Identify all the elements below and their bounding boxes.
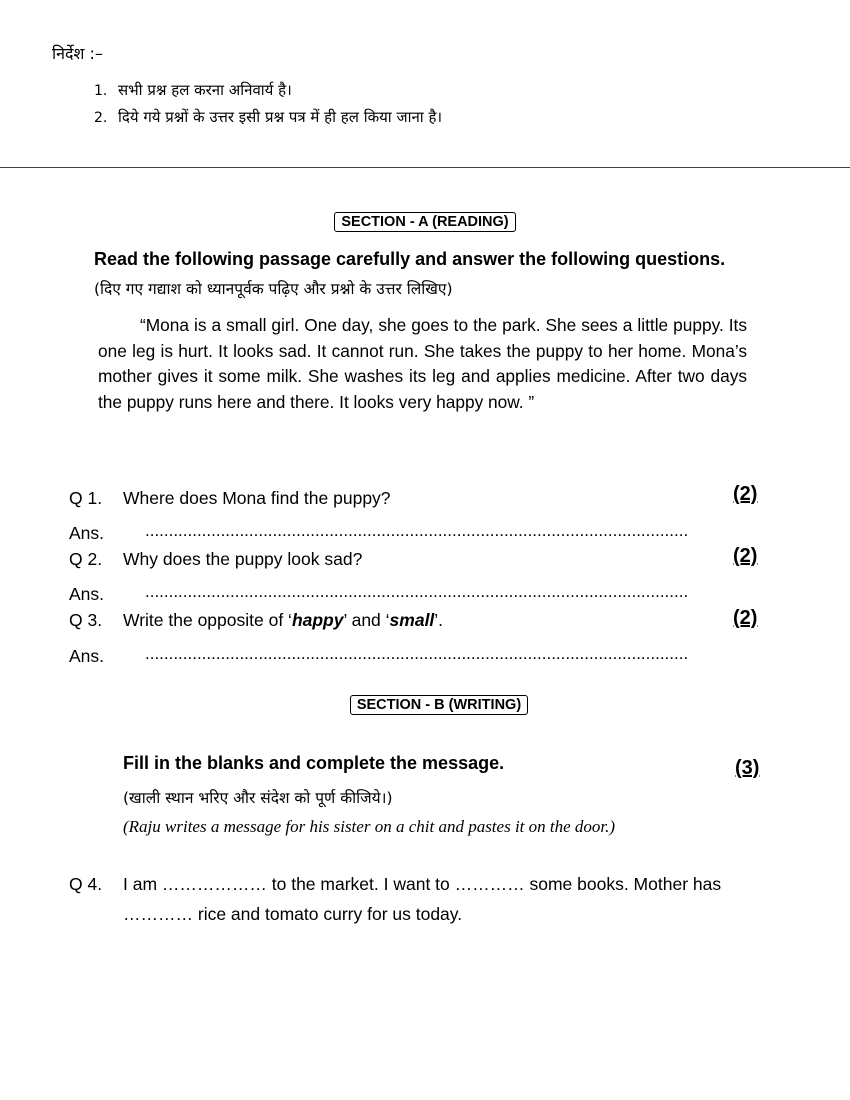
instruction-text: दिये गये प्रश्नों के उत्तर इसी प्रश्न पत्र में ही हल किया जाना है।	[118, 108, 443, 126]
reading-instruction-hindi: (दिए गए गद्याश को ध्यानपूर्वक पढ़िए और प्रश्नो के उत्तर लिखिए)	[94, 280, 453, 298]
header-divider	[0, 167, 850, 168]
writing-note: (Raju writes a message for his sister on a chit and pastes it on the door.)	[123, 817, 616, 836]
answer-line[interactable]: ...................................................................................................................	[145, 521, 689, 540]
answer-label: Ans.	[69, 646, 105, 666]
writing-marks: (3)	[735, 757, 760, 779]
reading-passage	[98, 313, 747, 415]
instruction-number: 1.	[94, 83, 108, 99]
instruction-number: 2.	[94, 110, 108, 126]
section-b-title: SECTION - B (WRITING)	[350, 695, 528, 715]
writing-instruction-hindi: (खाली स्थान भरिए और संदेश को पूर्ण कीजिये।)	[123, 789, 393, 807]
question-marks: (2)	[733, 483, 758, 505]
section-b-heading	[0, 696, 850, 714]
answer-line[interactable]: ...................................................................................................................	[145, 582, 689, 601]
question-label: Q 1.	[69, 488, 103, 508]
question-marks: (2)	[733, 607, 758, 629]
question-text: Where does Mona find the puppy?	[123, 488, 391, 508]
question-text: Why does the puppy look sad?	[123, 549, 363, 569]
section-a-heading	[0, 213, 850, 231]
writing-instruction: Fill in the blanks and complete the message.	[123, 753, 505, 773]
question-text	[123, 610, 443, 631]
word-happy: happy	[291, 610, 344, 630]
fill-blank-line: I am ……………… to the market. I want to ………… some books. Mother has	[123, 874, 722, 894]
question-text-prefix: Write the opposite of ‘	[123, 610, 292, 630]
answer-label: Ans.	[69, 584, 105, 604]
passage-text: “Mona is a small girl. One day, she goes to the park. She sees a little puppy. Its one leg is hurt. It looks sad. It cannot run. She takes the puppy to her home. Mona’s mother gives it some milk. She washes its leg and applies medicine. After two days the puppy runs here and there. It looks very happy now. ”	[98, 315, 747, 412]
question-label: Q 2.	[69, 549, 103, 569]
fill-blank-line: ………… rice and tomato curry for us today.	[123, 904, 463, 924]
answer-line[interactable]: ...................................................................................................................	[145, 644, 689, 663]
question-label: Q 4.	[69, 874, 103, 894]
answer-label: Ans.	[69, 523, 105, 543]
question-marks: (2)	[733, 545, 758, 567]
word-small: small	[389, 610, 435, 630]
question-text-mid: ’ and ‘	[343, 610, 390, 630]
reading-instruction: Read the following passage carefully and answer the following questions.	[94, 249, 726, 269]
instruction-item	[94, 107, 442, 127]
instructions-title: निर्देश :–	[52, 44, 103, 63]
instruction-text: सभी प्रश्न हल करना अनिवार्य है।	[118, 81, 292, 99]
instruction-item	[94, 80, 292, 100]
section-a-title: SECTION - A (READING)	[334, 212, 515, 232]
question-text-suffix: ’.	[434, 610, 444, 630]
question-label: Q 3.	[69, 610, 103, 630]
